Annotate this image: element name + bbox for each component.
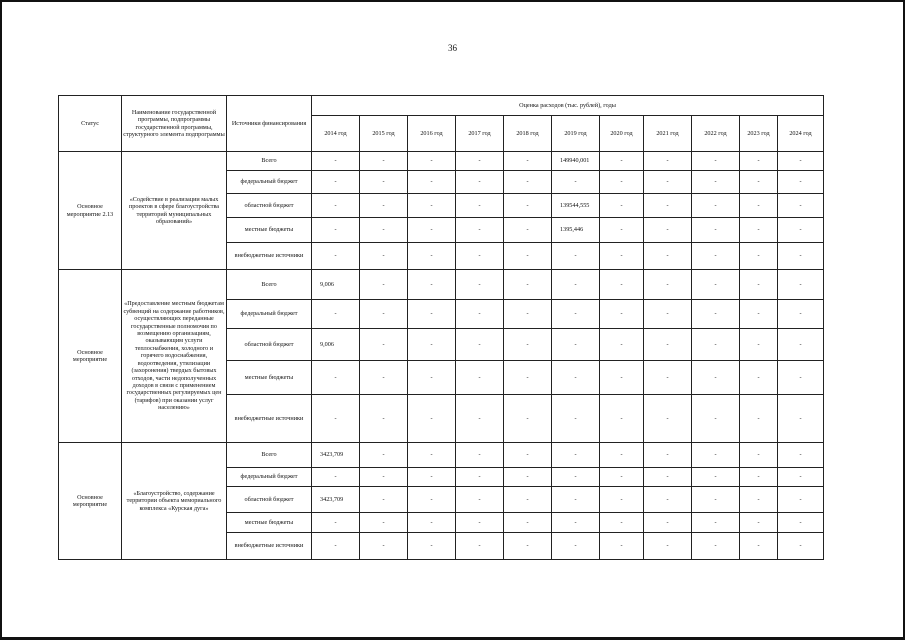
value-cell: 1395,446 bbox=[552, 218, 600, 243]
value-cell: - bbox=[778, 443, 824, 468]
header-year: 2020 год bbox=[600, 116, 644, 152]
value-cell: - bbox=[408, 300, 456, 329]
value-cell: - bbox=[456, 194, 504, 218]
value-cell: - bbox=[600, 194, 644, 218]
value-cell: - bbox=[692, 533, 740, 560]
value-cell: - bbox=[408, 395, 456, 443]
value-cell: - bbox=[456, 513, 504, 533]
value-cell: - bbox=[552, 329, 600, 361]
value-cell: - bbox=[692, 218, 740, 243]
value-cell: - bbox=[456, 152, 504, 171]
value-cell: - bbox=[600, 243, 644, 270]
value-cell: - bbox=[360, 468, 408, 487]
value-cell: - bbox=[778, 361, 824, 395]
value-cell: - bbox=[408, 361, 456, 395]
value-cell: - bbox=[504, 443, 552, 468]
value-cell: - bbox=[408, 329, 456, 361]
value-cell: - bbox=[692, 194, 740, 218]
value-cell: - bbox=[600, 218, 644, 243]
header-year: 2017 год bbox=[456, 116, 504, 152]
funding-source-cell: местные бюджеты bbox=[227, 218, 312, 243]
value-cell: - bbox=[360, 361, 408, 395]
value-cell: - bbox=[360, 443, 408, 468]
value-cell: - bbox=[504, 395, 552, 443]
value-cell: 3423,709 bbox=[312, 443, 360, 468]
table-row bbox=[59, 152, 824, 171]
value-cell: - bbox=[778, 533, 824, 560]
value-cell: - bbox=[408, 194, 456, 218]
value-cell: - bbox=[644, 270, 692, 300]
value-cell: - bbox=[778, 513, 824, 533]
value-cell: - bbox=[552, 468, 600, 487]
value-cell: - bbox=[600, 395, 644, 443]
value-cell: - bbox=[312, 300, 360, 329]
budget-table bbox=[58, 95, 824, 560]
value-cell: - bbox=[552, 270, 600, 300]
value-cell: - bbox=[692, 468, 740, 487]
value-cell: - bbox=[692, 487, 740, 513]
status-cell: Основное мероприятие 2.13 bbox=[59, 152, 122, 270]
value-cell: - bbox=[740, 513, 778, 533]
value-cell: - bbox=[600, 487, 644, 513]
value-cell: - bbox=[408, 443, 456, 468]
value-cell: - bbox=[504, 533, 552, 560]
funding-source-cell: федеральный бюджет bbox=[227, 468, 312, 487]
value-cell: 9,006 bbox=[312, 329, 360, 361]
value-cell: - bbox=[456, 218, 504, 243]
value-cell: - bbox=[408, 171, 456, 194]
value-cell: - bbox=[644, 218, 692, 243]
funding-source-cell: Всего bbox=[227, 443, 312, 468]
value-cell: - bbox=[504, 270, 552, 300]
value-cell: - bbox=[504, 329, 552, 361]
value-cell: - bbox=[504, 243, 552, 270]
funding-source-cell: федеральный бюджет bbox=[227, 300, 312, 329]
value-cell: - bbox=[692, 361, 740, 395]
funding-source-cell: местные бюджеты bbox=[227, 513, 312, 533]
funding-source-cell: Всего bbox=[227, 152, 312, 171]
value-cell: - bbox=[504, 194, 552, 218]
header-estimate: Оценка расходов (тыс. рублей), годы bbox=[312, 96, 824, 116]
funding-source-cell: областной бюджет bbox=[227, 329, 312, 361]
value-cell: - bbox=[312, 194, 360, 218]
value-cell: - bbox=[456, 533, 504, 560]
value-cell: - bbox=[360, 194, 408, 218]
value-cell: - bbox=[552, 443, 600, 468]
value-cell: - bbox=[360, 487, 408, 513]
header-year: 2016 год bbox=[408, 116, 456, 152]
value-cell: - bbox=[644, 361, 692, 395]
value-cell: - bbox=[644, 533, 692, 560]
value-cell: - bbox=[778, 395, 824, 443]
header-year: 2019 год bbox=[552, 116, 600, 152]
value-cell: - bbox=[644, 513, 692, 533]
value-cell: - bbox=[408, 533, 456, 560]
value-cell: - bbox=[360, 300, 408, 329]
page-frame-left bbox=[0, 0, 2, 640]
value-cell: - bbox=[552, 533, 600, 560]
value-cell: - bbox=[644, 171, 692, 194]
value-cell: - bbox=[552, 243, 600, 270]
value-cell: - bbox=[740, 329, 778, 361]
value-cell: - bbox=[692, 152, 740, 171]
value-cell: - bbox=[692, 329, 740, 361]
value-cell: - bbox=[740, 395, 778, 443]
value-cell: - bbox=[504, 361, 552, 395]
value-cell: - bbox=[692, 443, 740, 468]
value-cell: - bbox=[552, 487, 600, 513]
value-cell: - bbox=[456, 487, 504, 513]
value-cell: - bbox=[456, 468, 504, 487]
value-cell: - bbox=[644, 443, 692, 468]
value-cell: - bbox=[504, 171, 552, 194]
value-cell: - bbox=[644, 152, 692, 171]
header-year: 2022 год bbox=[692, 116, 740, 152]
value-cell: - bbox=[504, 468, 552, 487]
value-cell: - bbox=[504, 487, 552, 513]
value-cell: - bbox=[600, 329, 644, 361]
value-cell: - bbox=[312, 395, 360, 443]
funding-source-cell: внебюджетные источники bbox=[227, 533, 312, 560]
page-number: 36 bbox=[448, 43, 457, 53]
value-cell: - bbox=[692, 395, 740, 443]
value-cell: - bbox=[456, 443, 504, 468]
value-cell: - bbox=[456, 270, 504, 300]
status-cell: Основное мероприятие bbox=[59, 270, 122, 443]
value-cell: - bbox=[778, 152, 824, 171]
value-cell: - bbox=[504, 300, 552, 329]
value-cell: - bbox=[600, 361, 644, 395]
header-year: 2023 год bbox=[740, 116, 778, 152]
header-row-1 bbox=[59, 96, 824, 116]
header-sources: Источники финансирования bbox=[227, 96, 312, 152]
value-cell: - bbox=[360, 171, 408, 194]
value-cell: - bbox=[312, 152, 360, 171]
value-cell: - bbox=[600, 443, 644, 468]
value-cell: - bbox=[360, 243, 408, 270]
value-cell: - bbox=[456, 395, 504, 443]
header-year: 2018 год bbox=[504, 116, 552, 152]
header-program-name: Наименование государственной программы, подпрограммы государственной программы, структурного элемента подпрограммы bbox=[122, 96, 227, 152]
value-cell: - bbox=[778, 300, 824, 329]
value-cell: - bbox=[552, 361, 600, 395]
program-name-cell: «Предоставление местным бюджетам субвенций на содержание работников, осуществляющих переданные государственные полномочия по возмещению организациям, оказывающим услуги теплоснабжения, холодного и горячего водоснабжения, водоотведения, утилизации (захоронения) твердых бытовых отходов, части недополученных доходов в связи с применением государственных регулируемых цен (тарифов) при оказании услуг населению» bbox=[122, 270, 227, 443]
value-cell: - bbox=[692, 243, 740, 270]
value-cell: - bbox=[740, 487, 778, 513]
value-cell: - bbox=[456, 243, 504, 270]
page-frame-top bbox=[0, 0, 905, 2]
value-cell: - bbox=[644, 487, 692, 513]
program-name-cell: «Благоустройство, содержание территории объекта мемориального комплекса «Курская дуга» bbox=[122, 443, 227, 560]
header-status: Статус bbox=[59, 96, 122, 152]
value-cell: - bbox=[644, 395, 692, 443]
value-cell: - bbox=[408, 513, 456, 533]
value-cell: - bbox=[740, 361, 778, 395]
value-cell: - bbox=[360, 533, 408, 560]
value-cell: - bbox=[360, 513, 408, 533]
header-year: 2014 год bbox=[312, 116, 360, 152]
value-cell: - bbox=[360, 218, 408, 243]
value-cell: - bbox=[408, 487, 456, 513]
value-cell: - bbox=[312, 171, 360, 194]
value-cell: - bbox=[600, 270, 644, 300]
value-cell: - bbox=[312, 243, 360, 270]
value-cell: - bbox=[312, 218, 360, 243]
value-cell: - bbox=[312, 513, 360, 533]
table-row bbox=[59, 270, 824, 300]
value-cell: - bbox=[692, 171, 740, 194]
program-name-cell: «Содействие в реализации малых проектов в сфере благоустройства территорий муниципальных образований» bbox=[122, 152, 227, 270]
value-cell: - bbox=[740, 243, 778, 270]
value-cell: - bbox=[740, 300, 778, 329]
value-cell: - bbox=[408, 218, 456, 243]
value-cell: - bbox=[360, 152, 408, 171]
value-cell: - bbox=[408, 468, 456, 487]
header-year: 2015 год bbox=[360, 116, 408, 152]
value-cell: - bbox=[552, 513, 600, 533]
value-cell: - bbox=[456, 361, 504, 395]
value-cell: - bbox=[644, 468, 692, 487]
value-cell: - bbox=[600, 171, 644, 194]
value-cell: - bbox=[740, 443, 778, 468]
value-cell: 9,006 bbox=[312, 270, 360, 300]
value-cell: - bbox=[778, 194, 824, 218]
value-cell: - bbox=[644, 300, 692, 329]
value-cell: - bbox=[408, 243, 456, 270]
status-cell: Основное мероприятие bbox=[59, 443, 122, 560]
value-cell: - bbox=[600, 152, 644, 171]
table-row bbox=[59, 443, 824, 468]
value-cell: 149940,001 bbox=[552, 152, 600, 171]
value-cell: - bbox=[552, 395, 600, 443]
value-cell: - bbox=[740, 218, 778, 243]
header-year: 2024 год bbox=[778, 116, 824, 152]
funding-source-cell: Всего bbox=[227, 270, 312, 300]
value-cell: - bbox=[600, 300, 644, 329]
funding-source-cell: областной бюджет bbox=[227, 487, 312, 513]
table-body bbox=[59, 152, 824, 560]
value-cell: - bbox=[408, 152, 456, 171]
value-cell: - bbox=[552, 300, 600, 329]
value-cell: - bbox=[456, 171, 504, 194]
value-cell: - bbox=[740, 194, 778, 218]
value-cell: - bbox=[360, 395, 408, 443]
value-cell: - bbox=[552, 171, 600, 194]
value-cell: - bbox=[312, 468, 360, 487]
value-cell: - bbox=[504, 152, 552, 171]
value-cell: - bbox=[600, 533, 644, 560]
value-cell: - bbox=[644, 243, 692, 270]
value-cell: - bbox=[360, 329, 408, 361]
value-cell: - bbox=[644, 329, 692, 361]
value-cell: - bbox=[740, 468, 778, 487]
value-cell: - bbox=[504, 218, 552, 243]
value-cell: - bbox=[740, 171, 778, 194]
value-cell: - bbox=[312, 361, 360, 395]
value-cell: - bbox=[778, 329, 824, 361]
value-cell: - bbox=[778, 487, 824, 513]
value-cell: - bbox=[644, 194, 692, 218]
value-cell: - bbox=[504, 513, 552, 533]
value-cell: - bbox=[360, 270, 408, 300]
funding-source-cell: областной бюджет bbox=[227, 194, 312, 218]
header-year: 2021 год bbox=[644, 116, 692, 152]
value-cell: - bbox=[740, 270, 778, 300]
value-cell: - bbox=[456, 300, 504, 329]
value-cell: 3423,709 bbox=[312, 487, 360, 513]
value-cell: - bbox=[692, 270, 740, 300]
value-cell: 139544,555 bbox=[552, 194, 600, 218]
funding-source-cell: федеральный бюджет bbox=[227, 171, 312, 194]
funding-source-cell: местные бюджеты bbox=[227, 361, 312, 395]
value-cell: - bbox=[778, 171, 824, 194]
value-cell: - bbox=[692, 300, 740, 329]
value-cell: - bbox=[778, 243, 824, 270]
value-cell: - bbox=[740, 152, 778, 171]
value-cell: - bbox=[312, 533, 360, 560]
value-cell: - bbox=[692, 513, 740, 533]
value-cell: - bbox=[778, 270, 824, 300]
value-cell: - bbox=[600, 513, 644, 533]
value-cell: - bbox=[408, 270, 456, 300]
value-cell: - bbox=[600, 468, 644, 487]
value-cell: - bbox=[778, 468, 824, 487]
funding-source-cell: внебюджетные источники bbox=[227, 243, 312, 270]
value-cell: - bbox=[740, 533, 778, 560]
value-cell: - bbox=[456, 329, 504, 361]
funding-source-cell: внебюджетные источники bbox=[227, 395, 312, 443]
value-cell: - bbox=[778, 218, 824, 243]
